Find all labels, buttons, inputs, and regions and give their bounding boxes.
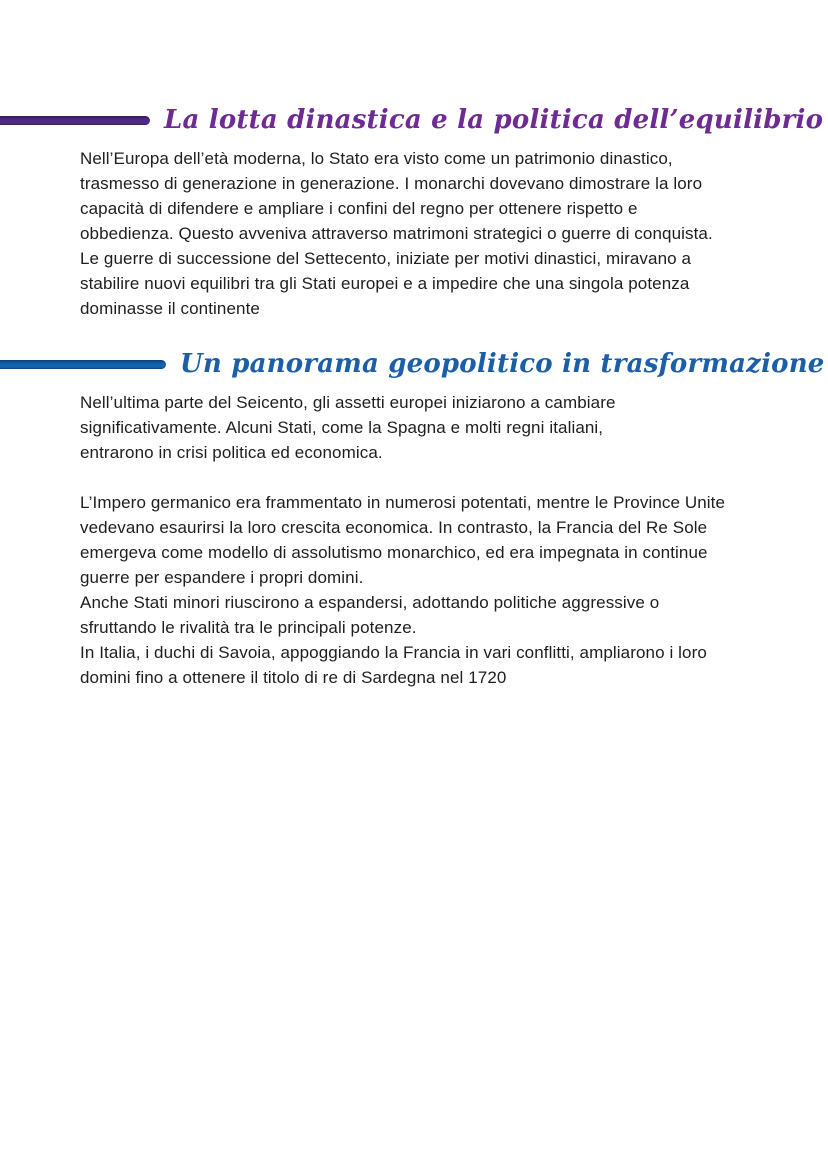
- text-line: vedevano esaurirsi la loro crescita economica. In contrasto, la Francia del Re Sole: [80, 518, 708, 537]
- text-line: obbedienza. Questo avveniva attraverso matrimoni strategici o guerre di conquista.: [80, 224, 713, 243]
- section-geopolitical-panorama: [0, 347, 828, 690]
- section-dynastic-struggle: [0, 103, 828, 321]
- decorative-bar-left: [0, 116, 150, 125]
- decorative-bar-left: [0, 360, 166, 369]
- text-line: L’Impero germanico era frammentato in numerosi potentati, mentre le Province Unite: [80, 493, 726, 512]
- text-line: Le guerre di successione del Settecento, iniziate per motivi dinastici, miravano a: [80, 249, 692, 268]
- section-title: La lotta dinastica e la politica dell’equilibrio: [164, 105, 824, 135]
- text-line: emergeva come modello di assolutismo monarchico, ed era impegnata in continue: [80, 543, 708, 562]
- section-body: [0, 386, 828, 690]
- section-header: [0, 347, 828, 381]
- section-header: [0, 103, 828, 137]
- text-line: Nell’Europa dell’età moderna, lo Stato era visto come un patrimonio dinastico,: [80, 149, 673, 168]
- text-line: entrarono in crisi politica ed economica.: [80, 443, 383, 462]
- text-line: capacità di difendere e ampliare i confini del regno per ottenere rispetto e: [80, 199, 638, 218]
- section-title: Un panorama geopolitico in trasformazione: [180, 349, 825, 379]
- text-line: dominasse il continente: [80, 299, 260, 318]
- text-line: sfruttando le rivalità tra le principali potenze.: [80, 618, 417, 637]
- text-line: In Italia, i duchi di Savoia, appoggiando la Francia in vari conflitti, ampliarono i loro: [80, 643, 707, 662]
- text-line: stabilire nuovi equilibri tra gli Stati europei e a impedire che una singola potenza: [80, 274, 690, 293]
- text-line: [80, 465, 758, 490]
- section-body: [0, 142, 828, 321]
- text-line: trasmesso di generazione in generazione. I monarchi dovevano dimostrare la loro: [80, 174, 703, 193]
- text-line: Nell’ultima parte del Seicento, gli assetti europei iniziarono a cambiare: [80, 393, 616, 412]
- text-line: significativamente. Alcuni Stati, come la Spagna e molti regni italiani,: [80, 418, 604, 437]
- text-line: guerre per espandere i propri domini.: [80, 568, 364, 587]
- text-line: domini fino a ottenere il titolo di re di Sardegna nel 1720: [80, 668, 507, 687]
- text-line: Anche Stati minori riuscirono a espandersi, adottando politiche aggressive o: [80, 593, 660, 612]
